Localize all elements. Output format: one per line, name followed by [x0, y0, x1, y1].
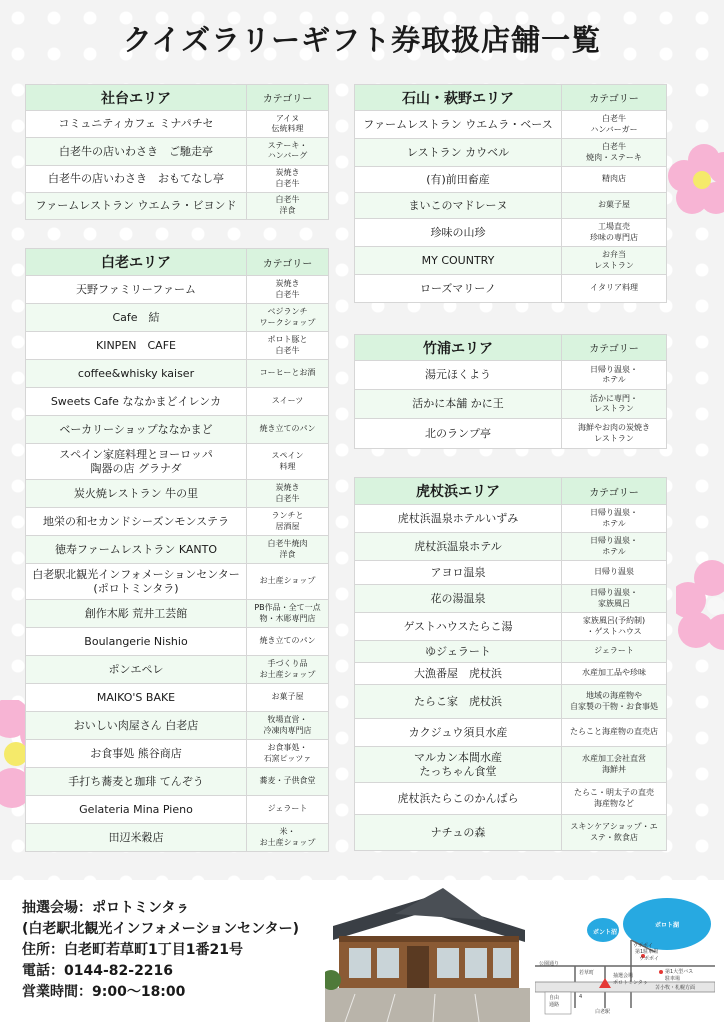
map-label: 白老駅 [595, 1009, 611, 1015]
category-header: カテゴリー [562, 335, 667, 361]
shop-category: 工場直売 珍味の専門店 [562, 219, 667, 247]
shop-category: 炭焼き 白老牛 [247, 480, 329, 508]
shop-name: 白老牛の店いわさき ご馳走亭 [26, 138, 247, 165]
map-label: 若草町 [579, 970, 595, 976]
shop-name: まいこのマドレーヌ [355, 193, 562, 219]
shop-name: 湯元ほくよう [355, 361, 562, 390]
shop-name: 虎杖浜たらこのかんばら [355, 783, 562, 815]
shop-name: KINPEN CAFE [26, 332, 247, 360]
shop-category: お弁当 レストラン [562, 247, 667, 275]
shop-name: コミュニティカフェ ミナパチセ [26, 111, 247, 138]
map-label: 抽選会場 ポロトミンタㇻ [613, 973, 648, 986]
area-name: 虎杖浜エリア [355, 478, 562, 505]
flower-decoration-icon [676, 560, 724, 650]
shop-category: 焼き立てのパン [247, 416, 329, 444]
map-label: 第1大型バス 駐車場 [665, 969, 694, 982]
shadai-area-table [25, 84, 329, 220]
shop-name: coffee&whisky kaiser [26, 360, 247, 388]
category-header: カテゴリー [247, 85, 329, 111]
shop-name: 白老牛の店いわさき おもてなし亭 [26, 165, 247, 192]
shop-name: 手打ち蕎麦と珈琲 てんぞう [26, 768, 247, 796]
shop-category: 精肉店 [562, 167, 667, 193]
shop-category: たらこ・明太子の直売 海産物など [562, 783, 667, 815]
shop-category: 海鮮やお肉の炭焼き レストラン [562, 419, 667, 449]
shop-name: マルカン本間水産 たっちゃん食堂 [355, 747, 562, 783]
venue-address: 住所：白老町若草町1丁目1番21号 [22, 942, 243, 958]
shop-category: 日帰り温泉・ ホテル [562, 533, 667, 561]
shop-category: 炭焼き 白老牛 [247, 165, 329, 192]
shop-name: 天野ファミリーファーム [26, 276, 247, 304]
map-label: 第1駐車場 [635, 949, 659, 955]
shop-category: 白老牛 ハンバーガー [562, 111, 667, 139]
map-label: 苫小牧・札幌方面 [655, 985, 696, 991]
shop-name: レストラン カウベル [355, 139, 562, 167]
shop-name: (有)前田畜産 [355, 167, 562, 193]
shop-name: 虎杖浜温泉ホテル [355, 533, 562, 561]
shop-category: たらこと海産物の直売店 [562, 719, 667, 747]
shop-name: ゆジェラート [355, 641, 562, 663]
shop-name: 炭火焼レストラン 牛の里 [26, 480, 247, 508]
category-header: カテゴリー [562, 85, 667, 111]
category-header: カテゴリー [562, 478, 667, 505]
shop-category: 日帰り温泉・ ホテル [562, 505, 667, 533]
shop-category: 焼き立てのパン [247, 628, 329, 656]
shop-category: お食事処・ 石窯ピッツァ [247, 740, 329, 768]
shop-name: ファームレストラン ウエムラ・ベース [355, 111, 562, 139]
ishiyama-area-table [354, 84, 667, 303]
shop-category: 米・ お土産ショップ [247, 824, 329, 852]
shop-name: 地栄の和セカンドシーズンモンステラ [26, 508, 247, 536]
shop-category: 水産加工品や珍味 [562, 663, 667, 685]
shop-name: 珍味の山珍 [355, 219, 562, 247]
shop-name: 活かに本舗 かに王 [355, 390, 562, 419]
access-map [535, 890, 715, 1018]
shop-name: MAIKO'S BAKE [26, 684, 247, 712]
shop-name: おいしい肉屋さん 白老店 [26, 712, 247, 740]
shop-name: 白老駅北観光インフォメーションセンター (ポロトミンタラ) [26, 564, 247, 600]
shop-name: 大漁番屋 虎杖浜 [355, 663, 562, 685]
shop-name: 虎杖浜温泉ホテルいずみ [355, 505, 562, 533]
shop-category: アイヌ 伝統料理 [247, 111, 329, 138]
shop-category: PB作品・全て一点 物・木彫専門店 [247, 600, 329, 628]
shop-category: 蕎麦・子供食堂 [247, 768, 329, 796]
lake-poroto-label: ポロト湖 [655, 922, 680, 929]
shop-category: イタリア料理 [562, 275, 667, 303]
shop-name: ナチュの森 [355, 815, 562, 851]
shop-category: ベジランチ ワークショップ [247, 304, 329, 332]
shop-name: 徳寿ファームレストラン KANTO [26, 536, 247, 564]
area-name: 石山・萩野エリア [355, 85, 562, 111]
shop-name: ポンエペレ [26, 656, 247, 684]
shop-category: 水産加工会社直営 海鮮丼 [562, 747, 667, 783]
shop-category: 地域の海産物や 自家製の干物・お食事処 [562, 685, 667, 719]
shop-category: お菓子屋 [562, 193, 667, 219]
shop-name: Boulangerie Nishio [26, 628, 247, 656]
map-label: ウポポイ [633, 943, 654, 949]
shop-category: 活かに専門・ レストラン [562, 390, 667, 419]
area-name: 白老エリア [26, 249, 247, 276]
footer-venue-info [0, 880, 724, 1024]
shop-category: 日帰り温泉・ ホテル [562, 361, 667, 390]
venue-name: 抽選会場：ポロトミンタㇻ [22, 900, 190, 916]
lake-pontonuma-label: ポント沼 [593, 929, 618, 936]
shop-category: ジェラート [562, 641, 667, 663]
venue-subtitle: (白老駅北観光インフォメーションセンター) [22, 921, 299, 937]
shop-category: 炭焼き 白老牛 [247, 276, 329, 304]
shop-category: 白老牛 洋食 [247, 192, 329, 219]
flower-decoration-icon [666, 138, 724, 220]
area-name: 社台エリア [26, 85, 247, 111]
shop-name: 創作木彫 荒井工芸館 [26, 600, 247, 628]
shop-category: ジェラート [247, 796, 329, 824]
venue-details [22, 898, 299, 1003]
shop-category: お土産ショップ [247, 564, 329, 600]
shop-category: 白老牛焼肉 洋食 [247, 536, 329, 564]
shop-name: Gelateria Mina Pieno [26, 796, 247, 824]
map-label: 公園通り [539, 961, 560, 967]
shop-category: スキンケアショップ・エ ステ・飲食店 [562, 815, 667, 851]
shop-category: スイーツ [247, 388, 329, 416]
shop-category: 家族風呂(予約制) ・ゲストハウス [562, 613, 667, 641]
kojohama-area-table [354, 477, 667, 851]
shop-category: 牧場直営・ 冷凍肉専門店 [247, 712, 329, 740]
category-header: カテゴリー [247, 249, 329, 276]
shop-name: Sweets Cafe ななかまどイレンカ [26, 388, 247, 416]
shop-category: スペイン 料理 [247, 444, 329, 480]
shop-name: スペイン家庭料理とヨーロッパ 陶器の店 グラナダ [26, 444, 247, 480]
building-photo-icon [325, 884, 530, 1022]
shop-name: お食事処 熊谷商店 [26, 740, 247, 768]
page-title: クイズラリーギフト券取扱店舗一覧 [122, 23, 602, 57]
map-route-number: 4 [579, 994, 583, 1000]
takeura-area-table [354, 334, 667, 449]
shop-category: ポロト豚と 白老牛 [247, 332, 329, 360]
venue-phone: 電話：0144-82-2216 [22, 963, 174, 979]
shop-name: ベーカリーショップななかまど [26, 416, 247, 444]
shop-category: 白老牛 焼肉・ステーキ [562, 139, 667, 167]
shop-category: 手づくり品 お土産ショップ [247, 656, 329, 684]
shop-name: ファームレストラン ウエムラ・ビヨンド [26, 192, 247, 219]
shop-category: ランチと 居酒屋 [247, 508, 329, 536]
shop-name: 田辺米穀店 [26, 824, 247, 852]
map-label: 自由 通路 [549, 995, 560, 1008]
shop-name: たらこ家 虎杖浜 [355, 685, 562, 719]
shop-name: Cafe 結 [26, 304, 247, 332]
shiraoi-area-table [25, 248, 329, 852]
area-name: 竹浦エリア [355, 335, 562, 361]
venue-hours: 営業時間：9:00〜18:00 [22, 984, 186, 1000]
shop-category: コーヒーとお酒 [247, 360, 329, 388]
shop-name: カクジュウ須貝水産 [355, 719, 562, 747]
shop-name: アヨロ温泉 [355, 561, 562, 585]
shop-category: 日帰り温泉 [562, 561, 667, 585]
map-label: ウポポイ [639, 956, 660, 962]
shop-name: 北のランプ亭 [355, 419, 562, 449]
shop-category: お菓子屋 [247, 684, 329, 712]
shop-category: 日帰り温泉・ 家族風呂 [562, 585, 667, 613]
shop-name: ゲストハウスたらこ湯 [355, 613, 562, 641]
shop-name: 花の湯温泉 [355, 585, 562, 613]
shop-name: MY COUNTRY [355, 247, 562, 275]
shop-name: ローズマリーノ [355, 275, 562, 303]
shop-category: ステーキ・ ハンバーグ [247, 138, 329, 165]
